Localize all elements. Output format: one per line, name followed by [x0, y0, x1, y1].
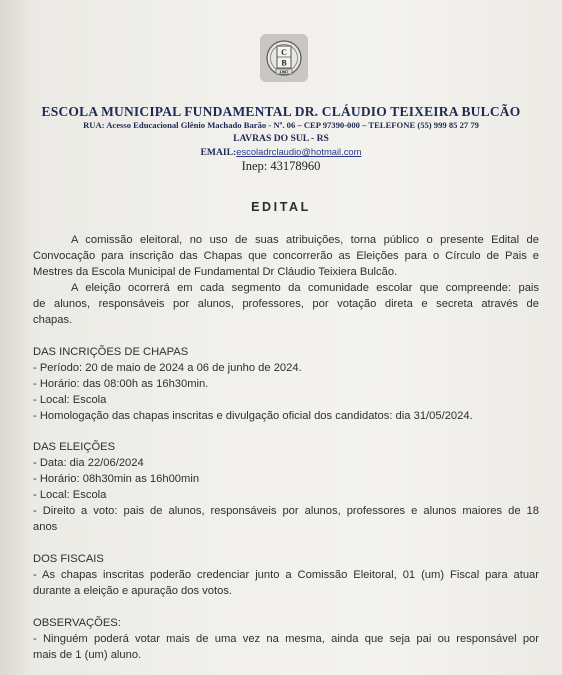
eleicoes-horario: - Horário: 08h30min as 16h00min [33, 473, 200, 485]
eleicoes-local: - Local: Escola [33, 489, 107, 501]
email-link[interactable]: escoladrclaudio@hotmail.com [236, 146, 362, 157]
logo-letter-c: C [281, 48, 287, 57]
inscricoes-homologacao: - Homologação das chapas inscritas e divulgação oficial dos candidatos: dia 31/05/2024. [33, 410, 473, 422]
school-logo [260, 34, 308, 82]
school-name: ESCOLA MUNICIPAL FUNDAMENTAL DR. CLÁUDIO TEIXEIRA BULCÃO [41, 104, 521, 119]
fiscais-line2: durante a eleição e apuração dos votos. [33, 585, 233, 597]
intro-p2-line3: chapas. [33, 314, 73, 326]
eleicoes-data: - Data: dia 22/06/2024 [33, 457, 144, 469]
observacoes-line1: - Ninguém poderá votar mais de uma vez na mesma, ainda que seja pai ou responsável por [33, 633, 539, 645]
inscricoes-local: - Local: Escola [33, 394, 107, 406]
observacoes-heading: OBSERVAÇÕES: [33, 617, 121, 629]
logo-year: 1987 [279, 69, 289, 75]
eleicoes-direito-line1: - Direito a voto: pais de alunos, responsáveis por alunos, professores e alunos maiores de 18 [33, 505, 539, 517]
observacoes-line2: mais de 1 (um) aluno. [33, 649, 142, 661]
eleicoes-heading: DAS ELEIÇÕES [33, 441, 116, 453]
inep-code: Inep: 43178960 [241, 159, 321, 173]
school-email-line [20, 146, 542, 158]
fiscais-heading: DOS FISCAIS [33, 553, 104, 565]
fiscais-line1: - As chapas inscritas poderão credenciar junto a Comissão Eleitoral, 01 (um) Fiscal para atuar [33, 569, 539, 581]
school-city: LAVRAS DO SUL - RS [233, 133, 329, 144]
intro-p1-line1: A comissão eleitoral, no uso de suas atribuições, torna público o presente Edital de [71, 234, 539, 246]
intro-p1-line3: Mestres da Escola Municipal de Fundamental Dr Cláudio Teixiera Bulcão. [33, 266, 398, 278]
inscricoes-periodo: - Período: 20 de maio de 2024 a 06 de junho de 2024. [33, 362, 302, 374]
email-label: EMAIL: [200, 147, 237, 158]
intro-p2-line2: de alunos, responsáveis por alunos, professores, por votação direta e secreta através de [33, 298, 539, 310]
inscricoes-horario: - Horário: das 08:00h as 16h30min. [33, 378, 209, 390]
intro-p1-line2: Convocação para inscrição das Chapas que concorrerão as Eleições para o Círculo de Pais e [33, 250, 539, 262]
logo-letter-b: B [281, 58, 287, 68]
document-title: EDITAL [251, 200, 311, 214]
school-address: RUA: Acesso Educacional Glênio Machado Barão - Nº. 06 – CEP 97390-000 – TELEFONE (55) 999 85 27 79 [83, 120, 479, 130]
eleicoes-direito-line2: anos [33, 521, 58, 533]
inscricoes-heading: DAS INCRIÇÕES DE CHAPAS [33, 346, 189, 358]
intro-p2-line1: A eleição ocorrerá em cada segmento da comunidade escolar que compreende: pais [71, 282, 539, 294]
